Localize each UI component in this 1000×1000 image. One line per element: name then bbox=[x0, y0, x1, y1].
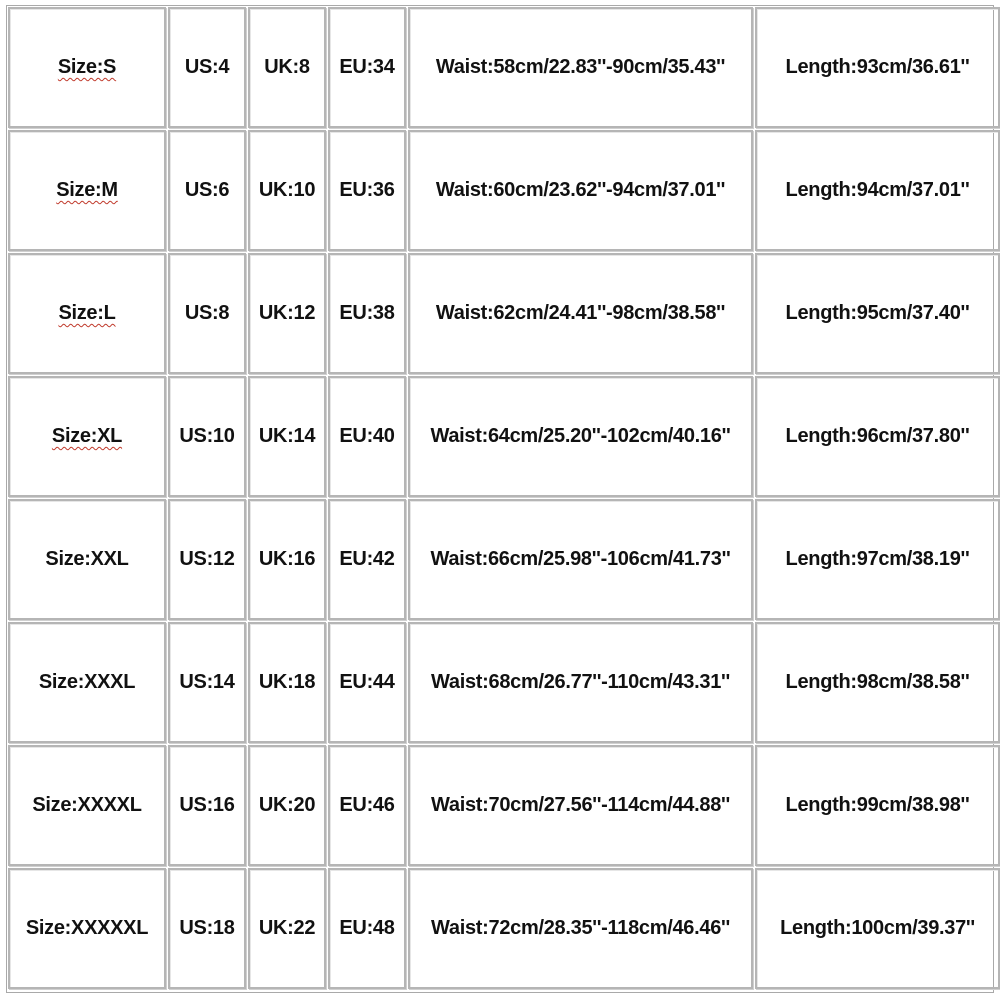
length-cell: Length:99cm/38.98'' bbox=[755, 745, 1000, 866]
us-size-cell: US:14 bbox=[168, 622, 246, 743]
uk-size-cell: UK:10 bbox=[248, 130, 326, 251]
eu-size-cell: EU:36 bbox=[328, 130, 406, 251]
eu-size-cell: EU:38 bbox=[328, 253, 406, 374]
us-size-cell: US:6 bbox=[168, 130, 246, 251]
eu-size-cell: EU:42 bbox=[328, 499, 406, 620]
size-cell bbox=[8, 499, 166, 620]
uk-size-cell: UK:20 bbox=[248, 745, 326, 866]
eu-size-cell: EU:34 bbox=[328, 7, 406, 128]
waist-cell: Waist:58cm/22.83''-90cm/35.43'' bbox=[408, 7, 753, 128]
size-cell bbox=[8, 253, 166, 374]
size-label: Size:M bbox=[56, 179, 118, 201]
us-size-cell: US:10 bbox=[168, 376, 246, 497]
size-label: Size:XL bbox=[51, 425, 123, 447]
uk-size-cell: UK:16 bbox=[248, 499, 326, 620]
uk-size-cell: UK:8 bbox=[248, 7, 326, 128]
waist-cell: Waist:70cm/27.56''-114cm/44.88'' bbox=[408, 745, 753, 866]
size-label: Size:XXXL bbox=[38, 671, 136, 693]
us-size-cell: US:16 bbox=[168, 745, 246, 866]
eu-size-cell: EU:40 bbox=[328, 376, 406, 497]
length-cell: Length:93cm/36.61'' bbox=[755, 7, 1000, 128]
length-cell: Length:94cm/37.01'' bbox=[755, 130, 1000, 251]
uk-size-cell: UK:14 bbox=[248, 376, 326, 497]
length-cell: Length:98cm/38.58'' bbox=[755, 622, 1000, 743]
size-label: Size:XXXXXL bbox=[25, 917, 149, 939]
uk-size-cell: UK:12 bbox=[248, 253, 326, 374]
waist-cell: Waist:66cm/25.98''-106cm/41.73'' bbox=[408, 499, 753, 620]
size-cell bbox=[8, 868, 166, 989]
eu-size-cell: EU:48 bbox=[328, 868, 406, 989]
size-cell bbox=[8, 376, 166, 497]
length-cell: Length:100cm/39.37'' bbox=[755, 868, 1000, 989]
waist-cell: Waist:60cm/23.62''-94cm/37.01'' bbox=[408, 130, 753, 251]
waist-cell: Waist:72cm/28.35''-118cm/46.46'' bbox=[408, 868, 753, 989]
size-label: Size:XXL bbox=[45, 548, 129, 570]
us-size-cell: US:18 bbox=[168, 868, 246, 989]
size-cell bbox=[8, 130, 166, 251]
size-cell bbox=[8, 622, 166, 743]
size-label: Size:S bbox=[57, 56, 117, 78]
size-cell bbox=[8, 745, 166, 866]
size-chart-table bbox=[6, 5, 994, 993]
eu-size-cell: EU:44 bbox=[328, 622, 406, 743]
length-cell: Length:97cm/38.19'' bbox=[755, 499, 1000, 620]
length-cell: Length:96cm/37.80'' bbox=[755, 376, 1000, 497]
eu-size-cell: EU:46 bbox=[328, 745, 406, 866]
us-size-cell: US:12 bbox=[168, 499, 246, 620]
us-size-cell: US:4 bbox=[168, 7, 246, 128]
us-size-cell: US:8 bbox=[168, 253, 246, 374]
uk-size-cell: UK:22 bbox=[248, 868, 326, 989]
size-label: Size:XXXXL bbox=[32, 794, 142, 816]
length-cell: Length:95cm/37.40'' bbox=[755, 253, 1000, 374]
size-cell bbox=[8, 7, 166, 128]
uk-size-cell: UK:18 bbox=[248, 622, 326, 743]
waist-cell: Waist:64cm/25.20''-102cm/40.16'' bbox=[408, 376, 753, 497]
waist-cell: Waist:62cm/24.41''-98cm/38.58'' bbox=[408, 253, 753, 374]
size-label: Size:L bbox=[58, 302, 116, 324]
waist-cell: Waist:68cm/26.77''-110cm/43.31'' bbox=[408, 622, 753, 743]
